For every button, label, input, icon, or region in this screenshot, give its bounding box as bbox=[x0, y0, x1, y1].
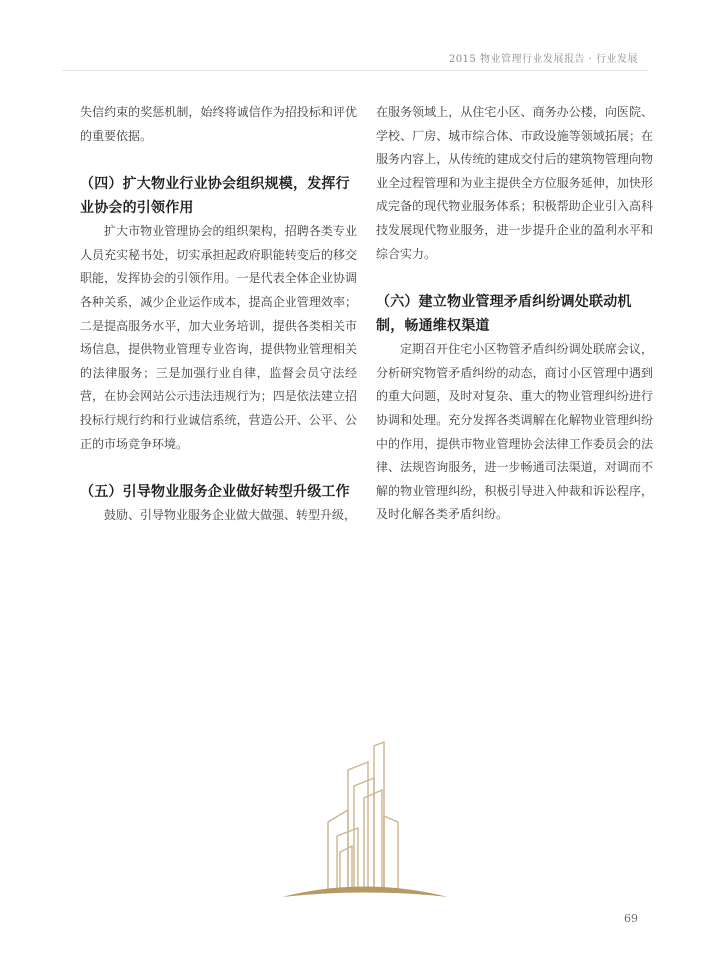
paragraph-continuation: 失信约束的奖惩机制，始终将诚信作为招投标和评优的重要依据。 bbox=[80, 105, 357, 143]
section-heading-6: （六）建立物业管理矛盾纠纷调处联动机制，畅通维权渠道 bbox=[376, 294, 632, 335]
header-divider bbox=[62, 70, 648, 71]
section-heading-4: （四）扩大物业行业协会组织规模，发挥行业协会的引领作用 bbox=[80, 176, 350, 217]
spacer bbox=[80, 148, 357, 172]
page-number: 69 bbox=[624, 912, 638, 925]
spacer bbox=[80, 456, 357, 480]
running-header: 2015 物业管理行业发展报告 · 行业发展 bbox=[448, 54, 638, 65]
left-column bbox=[80, 101, 357, 528]
section-body-6: 定期召开住宅小区物管矛盾纠纷调处联席会议，分析研究物管矛盾纠纷的动态，商讨小区管理中遇到的重大问题，及时对复杂、重大的物业管理纠纷进行协调和处理。充分发挥各类调解在化解物业管理纠纷中的作用，提供市物业管理协会法律工作委员会的法律、法规咨询服务，进一步畅通司法渠道，对调而不解的物业管理纠纷，积极引导进入仲裁和诉讼程序，及时化解各类矛盾纠纷。 bbox=[376, 342, 653, 522]
section-heading-5: （五）引导物业服务企业做好转型升级工作 bbox=[80, 484, 350, 501]
section-body-4: 扩大市物业管理协会的组织架构，招聘各类专业人员充实秘书处，切实承担起政府职能转变后的移交职能，发挥协会的引领作用。一是代表全体企业协调各种关系，减少企业运作成本，提高企业管理效率；二是提高服务水平，加大业务培训，提供各类相关市场信息，提供物业管理专业咨询，提供物业管理相关的法律服务；三是加强行业自律，监督会员守法经营，在协会网站公示违法违规行为；四是依法建立招投标行规行约和行业诚信系统，营造公开、公平、公正的市场竞争环境。 bbox=[80, 224, 357, 451]
section-body-5-continued: 在服务领域上，从住宅小区、商务办公楼，向医院、学校、厂房、城市综合体、市政设施等领域拓展；在服务内容上，从传统的建成交付后的建筑物管理向物业全过程管理和为业主提供全方位服务延伸，加快形成完备的现代物业服务体系；积极帮助企业引入高科技发展现代物业服务，进一步提升企业的盈利水平和综合实力。 bbox=[376, 105, 653, 261]
spacer bbox=[376, 266, 653, 290]
section-body-5-start: 鼓励、引导物业服务企业做大做强、转型升级， bbox=[104, 508, 357, 523]
right-column bbox=[376, 101, 653, 527]
building-skyline-icon bbox=[280, 740, 450, 900]
